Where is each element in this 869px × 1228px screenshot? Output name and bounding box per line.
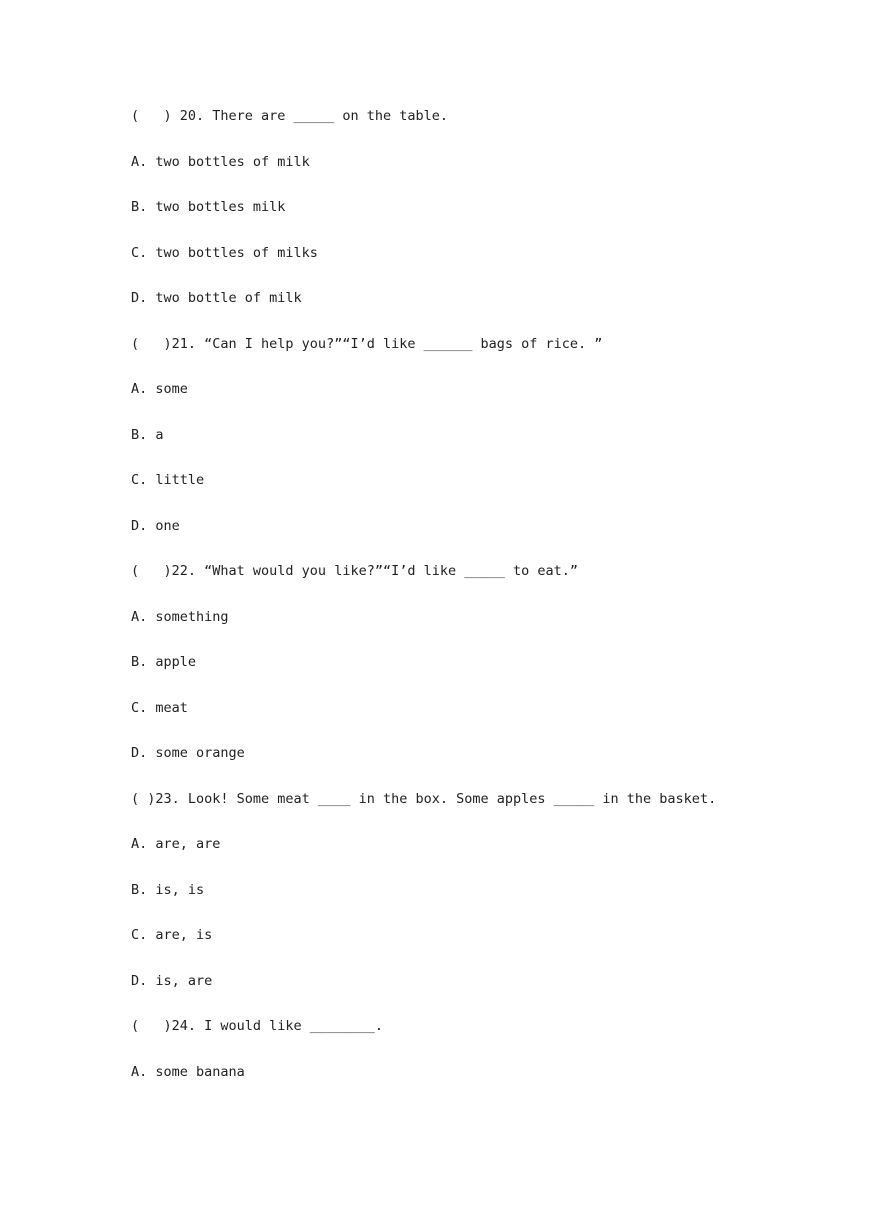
option-line: D. one bbox=[131, 517, 180, 534]
option-line: C. meat bbox=[131, 699, 188, 716]
option-line: D. is, are bbox=[131, 972, 213, 989]
question-20: ( ) 20. There are _____ on the table. bbox=[131, 108, 448, 124]
option-line: A. some banana bbox=[131, 1063, 245, 1080]
option-line: D. two bottle of milk bbox=[131, 290, 302, 306]
option-line: B. two bottles milk bbox=[131, 199, 286, 215]
option-line: A. are, are bbox=[131, 836, 221, 852]
option-line: C. little bbox=[131, 472, 205, 488]
option-line: B. is, is bbox=[131, 881, 205, 898]
option-line: D. some orange bbox=[131, 745, 245, 761]
option-line: C. two bottles of milks bbox=[131, 244, 318, 261]
option-line: A. something bbox=[131, 608, 229, 625]
question-22: ( )22. “What would you like?”“I’d like _____ to eat.” bbox=[131, 563, 579, 579]
option-line: B. apple bbox=[131, 654, 197, 670]
option-line: A. some bbox=[131, 381, 188, 397]
document-page bbox=[131, 106, 831, 1107]
question-23: ( )23. Look! Some meat ____ in the box. Some apples _____ in the basket. bbox=[131, 790, 717, 807]
option-line: C. are, is bbox=[131, 927, 213, 943]
question-24: ( )24. I would like ________. bbox=[131, 1018, 383, 1034]
option-line: B. a bbox=[131, 426, 164, 443]
question-21: ( )21. “Can I help you?”“I’d like ______ bags of rice. ” bbox=[131, 335, 603, 352]
option-line: A. two bottles of milk bbox=[131, 153, 310, 170]
